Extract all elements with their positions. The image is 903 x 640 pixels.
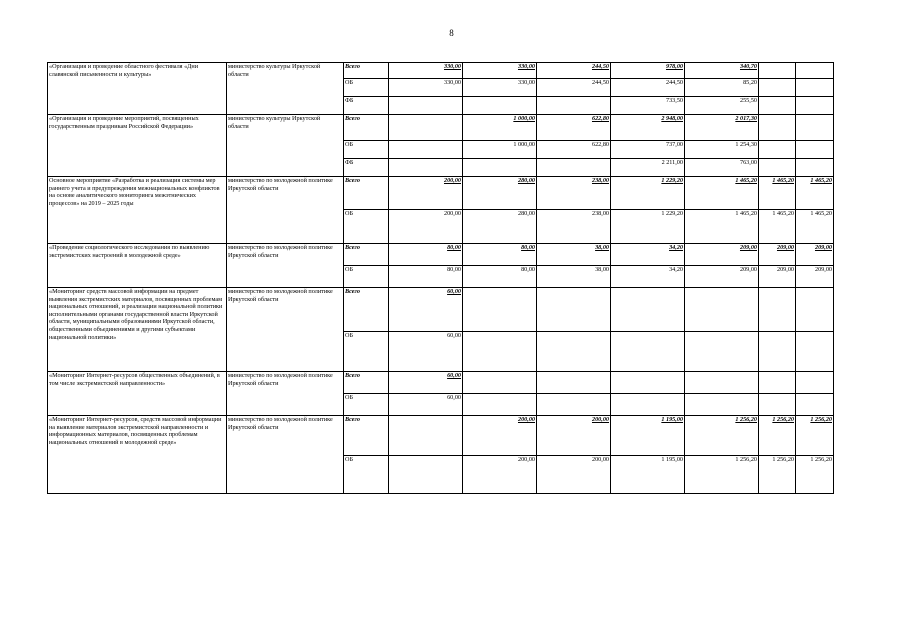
value-cell: 763,00 xyxy=(685,159,759,177)
executor: министерство по молодежной политике Иркутской области xyxy=(227,288,344,372)
value-cell xyxy=(759,159,796,177)
value-cell xyxy=(796,115,834,141)
value-cell: 1 465,20 xyxy=(796,177,834,210)
executor: министерство культуры Иркутской области xyxy=(227,63,344,115)
value-cell: 1 465,20 xyxy=(759,210,796,244)
activity-name: «Мониторинг Интернет-ресурсов общественных объединений, в том числе экстремистской направленности» xyxy=(48,372,227,416)
table-row xyxy=(48,244,834,266)
value-cell: 2 211,00 xyxy=(611,159,685,177)
table-row xyxy=(48,372,834,394)
value-cell xyxy=(759,63,796,79)
value-cell xyxy=(796,372,834,394)
value-cell: 330,00 xyxy=(463,63,537,79)
value-cell xyxy=(537,159,611,177)
value-cell: 1 465,20 xyxy=(685,177,759,210)
value-cell: 1 195,00 xyxy=(611,416,685,456)
value-cell xyxy=(611,332,685,372)
value-cell: 330,00 xyxy=(389,63,463,79)
funding-source: ФБ xyxy=(344,159,389,177)
value-cell xyxy=(759,372,796,394)
executor: министерство культуры Иркутской области xyxy=(227,115,344,177)
funding-source-total: Всего xyxy=(344,63,389,79)
value-cell: 1 256,20 xyxy=(759,456,796,494)
funding-source-total: Всего xyxy=(344,177,389,210)
value-cell xyxy=(537,372,611,394)
activity-name: «Организация и проведение мероприятий, посвященных государственным праздникам Российской Федерации» xyxy=(48,115,227,177)
value-cell xyxy=(796,159,834,177)
value-cell xyxy=(685,288,759,332)
table-row xyxy=(48,63,834,79)
funding-source-total: Всего xyxy=(344,244,389,266)
value-cell: 1 229,20 xyxy=(611,210,685,244)
value-cell: 85,20 xyxy=(685,79,759,97)
value-cell: 1 254,30 xyxy=(685,141,759,159)
value-cell: 200,00 xyxy=(389,210,463,244)
funding-source: ОБ xyxy=(344,210,389,244)
value-cell: 1 256,20 xyxy=(685,416,759,456)
value-cell: 60,00 xyxy=(389,288,463,332)
value-cell: 209,00 xyxy=(685,266,759,288)
value-cell: 200,00 xyxy=(537,456,611,494)
value-cell xyxy=(759,394,796,416)
value-cell xyxy=(389,97,463,115)
value-cell xyxy=(759,332,796,372)
value-cell xyxy=(389,456,463,494)
funding-source: ОБ xyxy=(344,79,389,97)
executor: министерство по молодежной политике Иркутской области xyxy=(227,416,344,494)
table-row xyxy=(48,416,834,456)
value-cell xyxy=(759,97,796,115)
value-cell xyxy=(685,332,759,372)
funding-source: ОБ xyxy=(344,266,389,288)
funding-source: ФБ xyxy=(344,97,389,115)
value-cell: 622,80 xyxy=(537,115,611,141)
value-cell xyxy=(685,372,759,394)
value-cell: 238,00 xyxy=(537,210,611,244)
value-cell xyxy=(796,288,834,332)
activity-name: «Проведение социологического исследования по выявлению экстремистских настроений в молодежной среде» xyxy=(48,244,227,288)
value-cell xyxy=(796,63,834,79)
activity-name: «Организация и проведение областного фестиваля «Дни славянской письменности и культуры» xyxy=(48,63,227,115)
value-cell: 330,00 xyxy=(463,79,537,97)
table-row xyxy=(48,115,834,141)
funding-source-total: Всего xyxy=(344,416,389,456)
value-cell: 60,00 xyxy=(389,372,463,394)
value-cell xyxy=(611,288,685,332)
funding-source: ОБ xyxy=(344,456,389,494)
table-row xyxy=(48,177,834,210)
value-cell: 1 000,00 xyxy=(463,141,537,159)
value-cell: 1 256,20 xyxy=(685,456,759,494)
value-cell: 200,00 xyxy=(463,456,537,494)
value-cell: 34,20 xyxy=(611,244,685,266)
budget-table xyxy=(47,62,834,494)
value-cell: 1 195,00 xyxy=(611,456,685,494)
value-cell xyxy=(759,288,796,332)
value-cell xyxy=(759,79,796,97)
funding-source-total: Всего xyxy=(344,115,389,141)
value-cell: 1 256,20 xyxy=(796,456,834,494)
value-cell: 1 465,20 xyxy=(759,177,796,210)
value-cell xyxy=(796,79,834,97)
activity-name: Основное мероприятие «Разработка и реализация системы мер раннего учета и предупреждения межнациональных конфликтов на основе аналитического мониторинга межэтнических процессов» на 2019 – 2025 годы xyxy=(48,177,227,244)
page-number: 8 xyxy=(449,28,454,38)
value-cell xyxy=(463,372,537,394)
value-cell: 200,00 xyxy=(463,416,537,456)
activity-name: «Мониторинг Интернет-ресурсов, средств массовой информации на выявление материалов экстремистской направленности и информационных материалов, посвященных проблемам национальных отношений в молодежной среде» xyxy=(48,416,227,494)
value-cell: 1 465,20 xyxy=(796,210,834,244)
executor: министерство по молодежной политике Иркутской области xyxy=(227,372,344,416)
value-cell: 1 000,00 xyxy=(463,115,537,141)
value-cell: 209,00 xyxy=(685,244,759,266)
value-cell xyxy=(537,97,611,115)
value-cell xyxy=(463,97,537,115)
value-cell xyxy=(537,332,611,372)
funding-source-total: Всего xyxy=(344,288,389,332)
value-cell xyxy=(537,288,611,332)
value-cell xyxy=(611,372,685,394)
value-cell xyxy=(796,97,834,115)
value-cell: 1 229,20 xyxy=(611,177,685,210)
activity-name: «Мониторинг средств массовой информации на предмет выявления экстремистских материалов, посвященных проблемам национальных отношений, и реализации национальной политики исполнительными органами государственной власти Иркутской области, муниципальными образованиями Иркутской области, общественными объединениями и другими субъектами национальной политики» xyxy=(48,288,227,372)
value-cell xyxy=(759,141,796,159)
value-cell: 80,00 xyxy=(389,244,463,266)
value-cell: 2 948,00 xyxy=(611,115,685,141)
funding-source: ОБ xyxy=(344,141,389,159)
value-cell xyxy=(611,394,685,416)
executor: министерство по молодежной политике Иркутской области xyxy=(227,177,344,244)
value-cell: 38,00 xyxy=(537,266,611,288)
value-cell: 340,70 xyxy=(685,63,759,79)
funding-source: ОБ xyxy=(344,394,389,416)
value-cell xyxy=(537,394,611,416)
value-cell: 34,20 xyxy=(611,266,685,288)
value-cell: 238,00 xyxy=(537,177,611,210)
value-cell: 1 256,20 xyxy=(796,416,834,456)
value-cell: 1 256,20 xyxy=(759,416,796,456)
value-cell xyxy=(796,332,834,372)
value-cell xyxy=(463,159,537,177)
table-row xyxy=(48,288,834,332)
value-cell: 80,00 xyxy=(463,244,537,266)
value-cell xyxy=(463,288,537,332)
value-cell: 280,00 xyxy=(463,210,537,244)
value-cell xyxy=(796,141,834,159)
value-cell: 280,00 xyxy=(463,177,537,210)
value-cell: 209,00 xyxy=(796,244,834,266)
value-cell xyxy=(463,394,537,416)
value-cell: 244,50 xyxy=(537,63,611,79)
value-cell: 200,00 xyxy=(389,177,463,210)
value-cell: 2 017,30 xyxy=(685,115,759,141)
value-cell: 737,00 xyxy=(611,141,685,159)
value-cell: 255,50 xyxy=(685,97,759,115)
value-cell: 244,50 xyxy=(537,79,611,97)
value-cell xyxy=(389,416,463,456)
value-cell: 200,00 xyxy=(537,416,611,456)
value-cell: 244,50 xyxy=(611,79,685,97)
value-cell: 209,00 xyxy=(759,244,796,266)
value-cell: 80,00 xyxy=(389,266,463,288)
value-cell: 209,00 xyxy=(759,266,796,288)
funding-source-total: Всего xyxy=(344,372,389,394)
value-cell: 1 465,20 xyxy=(685,210,759,244)
value-cell xyxy=(759,115,796,141)
value-cell: 330,00 xyxy=(389,79,463,97)
value-cell xyxy=(685,394,759,416)
funding-source: ОБ xyxy=(344,332,389,372)
value-cell: 60,00 xyxy=(389,394,463,416)
value-cell: 622,80 xyxy=(537,141,611,159)
value-cell xyxy=(463,332,537,372)
value-cell: 38,00 xyxy=(537,244,611,266)
value-cell: 209,00 xyxy=(796,266,834,288)
table-body xyxy=(48,63,834,494)
executor: министерство по молодежной политике Иркутской области xyxy=(227,244,344,288)
value-cell: 733,50 xyxy=(611,97,685,115)
value-cell xyxy=(389,115,463,141)
value-cell xyxy=(796,394,834,416)
value-cell xyxy=(389,141,463,159)
value-cell: 978,00 xyxy=(611,63,685,79)
value-cell: 80,00 xyxy=(463,266,537,288)
value-cell xyxy=(389,159,463,177)
value-cell: 60,00 xyxy=(389,332,463,372)
